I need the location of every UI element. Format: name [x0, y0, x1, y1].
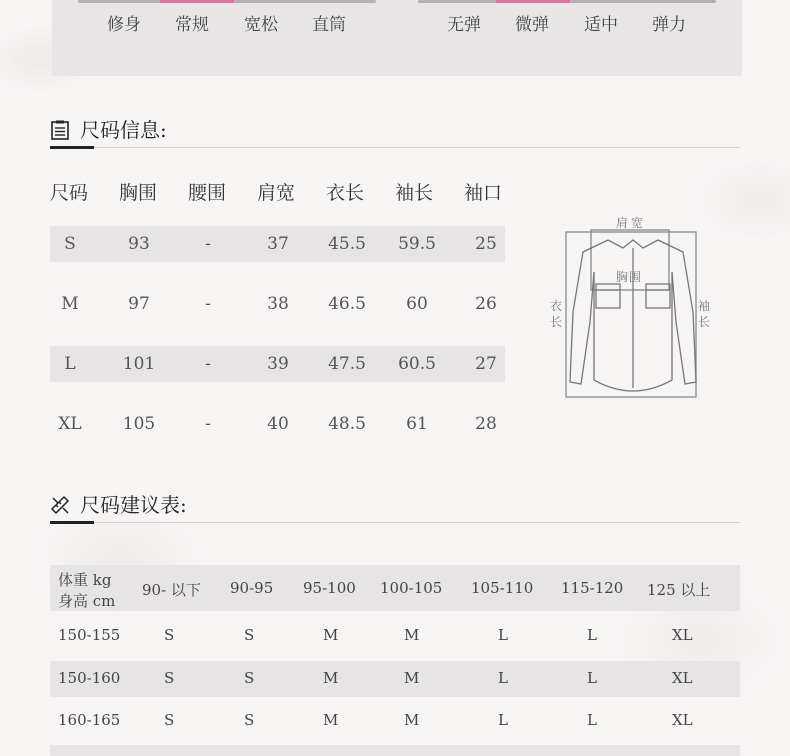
- stretch-option: 微弹: [515, 15, 549, 35]
- height-cell: 150-160: [58, 669, 121, 687]
- size-cell: M: [323, 669, 339, 687]
- shirt-outline-icon: [548, 212, 718, 402]
- divider: [50, 147, 740, 148]
- header-cell: 尺码: [50, 182, 89, 204]
- size-cell: S: [164, 711, 175, 729]
- size-cell: L: [498, 669, 508, 687]
- weight-header: 125 以上: [647, 581, 711, 599]
- chest-cell: 97: [128, 294, 150, 314]
- cuff-cell: 25: [475, 234, 497, 254]
- size-cell: S: [244, 711, 255, 729]
- table-row: [50, 286, 505, 322]
- length-label: 衣长: [550, 299, 563, 329]
- weight-header: 95-100: [303, 579, 356, 597]
- size-table-header: [50, 170, 506, 210]
- header-cell: 腰围: [188, 182, 227, 204]
- size-recommend-title: 尺码建议表:: [80, 493, 187, 517]
- chest-cell: 105: [122, 414, 156, 434]
- header-cell: 肩宽: [257, 182, 296, 204]
- header-cell: 袖长: [395, 182, 434, 204]
- fit-attributes-panel: [52, 0, 742, 76]
- height-cell: 150-155: [58, 626, 121, 644]
- shoulder-cell: 40: [267, 414, 289, 434]
- heading-underline: [50, 146, 94, 149]
- waist-cell: -: [205, 354, 211, 374]
- table-row: [50, 406, 505, 442]
- size-info-heading: [50, 114, 167, 143]
- sleeve-cell: 59.5: [398, 234, 436, 254]
- size-cell: L: [587, 711, 597, 729]
- length-cell: 47.5: [328, 354, 366, 374]
- stretch-option: 弹力: [652, 15, 686, 35]
- size-cell: M: [323, 626, 339, 644]
- waist-cell: -: [205, 294, 211, 314]
- header-cell: 袖口: [464, 182, 503, 204]
- corner-height-label: 身高 cm: [58, 592, 116, 610]
- weight-header: 115-120: [561, 579, 624, 597]
- weight-header: 90-95: [230, 579, 274, 597]
- size-cell: S: [64, 234, 76, 254]
- size-info-title: 尺码信息:: [80, 118, 167, 142]
- chest-label: 胸围: [616, 270, 643, 284]
- chest-cell: 101: [122, 354, 156, 374]
- divider: [50, 522, 740, 523]
- table-row: [50, 618, 740, 654]
- size-table: [50, 170, 506, 210]
- shoulder-label: 肩宽: [616, 216, 647, 230]
- ruler-pencil-icon: [50, 495, 70, 515]
- size-cell: S: [164, 626, 175, 644]
- size-cell: L: [498, 626, 508, 644]
- waist-cell: -: [205, 414, 211, 434]
- size-cell: M: [404, 626, 420, 644]
- size-cell: M: [404, 711, 420, 729]
- stretch-option: 适中: [584, 15, 618, 35]
- clipboard-icon: [50, 120, 70, 140]
- waist-cell: -: [205, 234, 211, 254]
- cut-selected-marker: [160, 0, 234, 3]
- table-row: [50, 346, 505, 382]
- header-cell: 胸围: [119, 182, 158, 204]
- weight-header: 90- 以下: [142, 581, 201, 599]
- stretch-selected-marker: [496, 0, 570, 3]
- size-cell: L: [64, 354, 76, 374]
- length-cell: 48.5: [328, 414, 366, 434]
- heading-underline: [50, 521, 94, 524]
- shoulder-cell: 39: [267, 354, 289, 374]
- cut-option: 修身: [107, 15, 141, 35]
- sleeve-cell: 60.5: [398, 354, 436, 374]
- size-cell: S: [244, 626, 255, 644]
- table-row-partial: [50, 745, 740, 756]
- cuff-cell: 27: [475, 354, 497, 374]
- size-cell: XL: [58, 414, 82, 434]
- size-recommend-heading: [50, 489, 187, 518]
- size-cell: L: [498, 711, 508, 729]
- weight-header: 105-110: [471, 579, 534, 597]
- length-cell: 45.5: [328, 234, 366, 254]
- size-cell: XL: [672, 626, 693, 644]
- size-cell: XL: [672, 669, 693, 687]
- size-cell: S: [244, 669, 255, 687]
- size-cell: S: [164, 669, 175, 687]
- shoulder-cell: 38: [267, 294, 289, 314]
- header-cell: 衣长: [326, 182, 365, 204]
- sleeve-cell: 61: [406, 414, 428, 434]
- stretch-scale-bar: [418, 0, 716, 3]
- size-cell: M: [61, 294, 79, 314]
- stretch-option: 无弹: [447, 15, 481, 35]
- weight-header: 100-105: [380, 579, 443, 597]
- cut-option: 宽松: [244, 15, 278, 35]
- sleeve-cell: 60: [406, 294, 428, 314]
- sleeve-label: 袖长: [698, 299, 711, 329]
- height-cell: 160-165: [58, 711, 121, 729]
- corner-weight-label: 体重 kg: [58, 571, 112, 589]
- shoulder-cell: 37: [267, 234, 289, 254]
- size-cell: L: [587, 626, 597, 644]
- cut-scale-bar: [78, 0, 376, 3]
- size-cell: M: [404, 669, 420, 687]
- table-row: [50, 703, 740, 739]
- table-row: [50, 661, 740, 697]
- cuff-cell: 26: [475, 294, 497, 314]
- cuff-cell: 28: [475, 414, 497, 434]
- recommend-table-header: [50, 565, 740, 611]
- table-row: [50, 226, 505, 262]
- cut-option: 常规: [175, 15, 209, 35]
- size-cell: XL: [672, 711, 693, 729]
- length-cell: 46.5: [328, 294, 366, 314]
- shirt-measurement-diagram: [548, 212, 718, 402]
- size-cell: L: [587, 669, 597, 687]
- size-cell: M: [323, 711, 339, 729]
- cut-option: 直筒: [312, 15, 346, 35]
- chest-cell: 93: [128, 234, 150, 254]
